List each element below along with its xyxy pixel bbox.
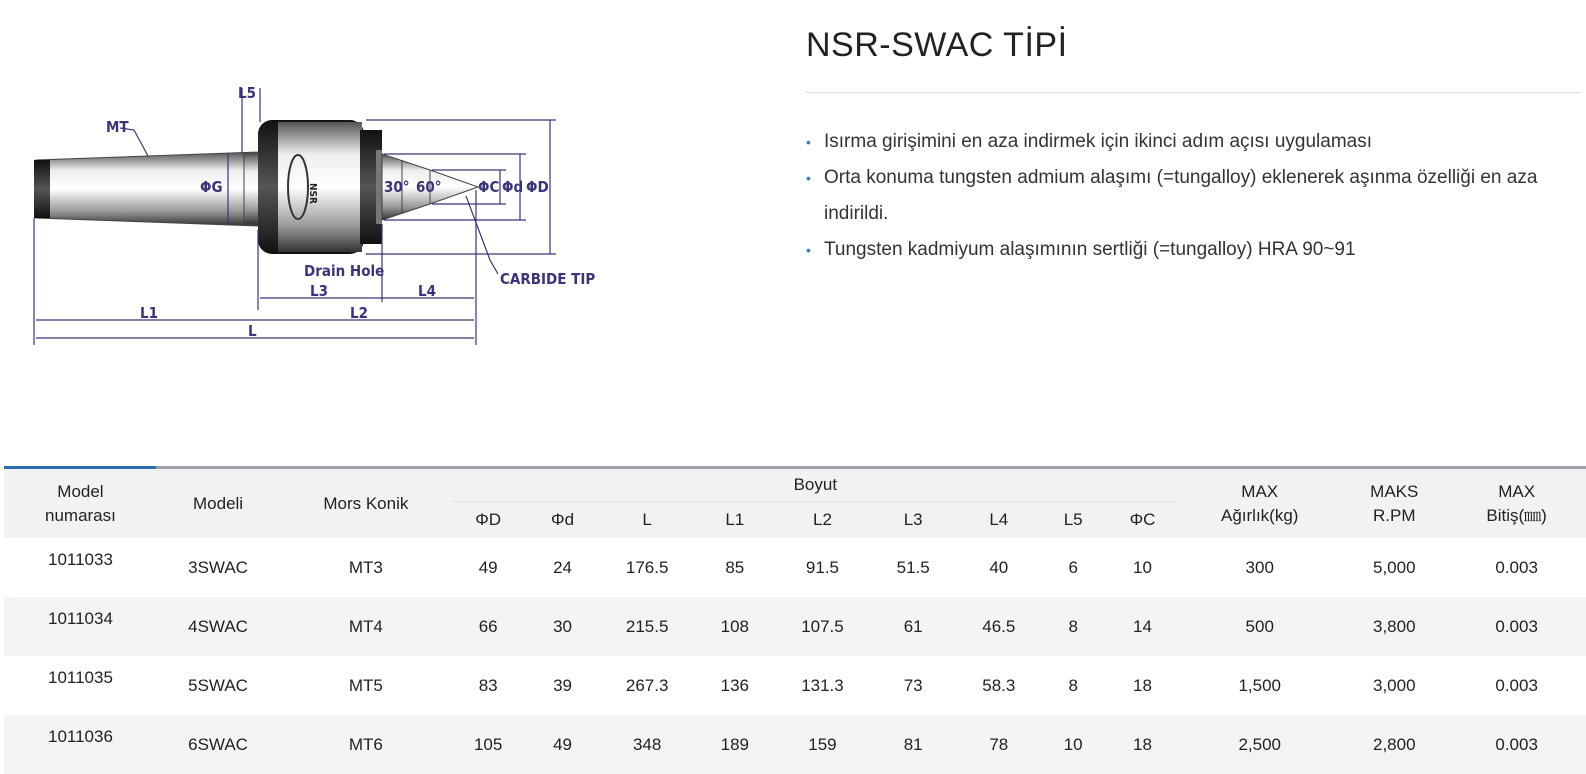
cell-max-rpm: 2,800 bbox=[1341, 715, 1447, 774]
cell-phi-d-big: 66 bbox=[452, 597, 523, 656]
cell-l5: 8 bbox=[1068, 675, 1078, 695]
taper-shank bbox=[36, 152, 260, 226]
cell-phi-d-small: 24 bbox=[553, 557, 573, 577]
label-l1: L1 bbox=[140, 304, 158, 322]
cell-phi-d-small: 39 bbox=[553, 675, 573, 695]
cell-max-finish: 0.003 bbox=[1495, 675, 1538, 695]
cell-l1: 108 bbox=[693, 597, 777, 656]
cell-phi-d-big: 83 bbox=[478, 675, 498, 695]
header-model: Modeli bbox=[157, 469, 279, 538]
label-mt: MT bbox=[106, 118, 129, 136]
feature-item bbox=[806, 232, 1586, 268]
cell-l1: 189 bbox=[693, 715, 777, 774]
header-dim-phi-d-big: ΦD bbox=[452, 502, 523, 539]
header-max-weight: MAX Ağırlık(kg) bbox=[1178, 469, 1341, 538]
header-model-no: Model numarası bbox=[4, 469, 157, 538]
shank-end bbox=[34, 160, 50, 218]
cell-l: 267.3 bbox=[625, 675, 669, 695]
cell-phi-d-small: 30 bbox=[524, 597, 601, 656]
table-row bbox=[4, 538, 1586, 597]
cell-l3: 51.5 bbox=[896, 557, 930, 577]
cell-phi-c: 18 bbox=[1107, 715, 1178, 774]
cell-phi-d-big: 49 bbox=[478, 557, 498, 577]
brand-label: NSR bbox=[307, 183, 318, 204]
cell-phi-c: 14 bbox=[1107, 597, 1178, 656]
label-l4: L4 bbox=[418, 282, 436, 300]
cell-model: 5SWAC bbox=[188, 675, 248, 695]
cell-max-finish: 0.003 bbox=[1495, 557, 1538, 577]
cell-l1: 136 bbox=[720, 675, 749, 695]
header-dim-l5: L5 bbox=[1040, 502, 1107, 539]
label-l: L bbox=[248, 322, 257, 340]
header-mors: Mors Konik bbox=[279, 469, 452, 538]
feature-text: Tungsten kadmiyum alaşımının sertliği (=tungalloy) HRA 90~91 bbox=[824, 239, 1356, 260]
cell-max-rpm: 5,000 bbox=[1372, 557, 1416, 577]
header-dim-phi-d-small: Φd bbox=[524, 502, 601, 539]
header-max-finish: MAX Bitiş(㎜) bbox=[1447, 469, 1586, 538]
cell-max-weight: 500 bbox=[1178, 597, 1341, 656]
cell-phi-d-big: 105 bbox=[452, 715, 523, 774]
cell-l4: 46.5 bbox=[958, 597, 1040, 656]
cell-max-finish: 0.003 bbox=[1447, 597, 1586, 656]
cell-phi-c: 10 bbox=[1133, 557, 1152, 577]
table-row bbox=[4, 715, 1586, 774]
header-dim-l4: L4 bbox=[958, 502, 1040, 539]
cell-mors: MT3 bbox=[348, 557, 383, 577]
cell-model-no: 1011034 bbox=[4, 597, 157, 656]
label-l2: L2 bbox=[350, 304, 368, 322]
cell-l2: 159 bbox=[777, 715, 869, 774]
cell-l2: 131.3 bbox=[801, 675, 844, 695]
cell-phi-d-small: 49 bbox=[524, 715, 601, 774]
cell-max-rpm: 3,800 bbox=[1341, 597, 1447, 656]
cell-l5: 6 bbox=[1068, 557, 1078, 577]
title-divider bbox=[806, 92, 1580, 93]
cell-max-rpm: 3,000 bbox=[1372, 675, 1416, 695]
page-title: NSR-SWAC TİPİ bbox=[806, 26, 1068, 64]
cell-l2: 107.5 bbox=[777, 597, 869, 656]
feature-item bbox=[806, 124, 1586, 160]
table-row bbox=[4, 656, 1586, 715]
cell-l4: 40 bbox=[989, 557, 1009, 577]
cell-model: 6SWAC bbox=[157, 715, 279, 774]
table-body bbox=[4, 538, 1586, 774]
label-carbide-tip: CARBIDE TIP bbox=[500, 270, 596, 288]
header-max-rpm: MAKS R.PM bbox=[1341, 469, 1447, 538]
cell-mors: MT4 bbox=[279, 597, 452, 656]
feature-text: Isırma girişimini en aza indirmek için ikinci adım açısı uygulaması bbox=[824, 131, 1373, 152]
feature-text: Orta konuma tungsten admium alaşımı (=tungalloy) eklenerek aşınma özelliği en aza indirildi. bbox=[824, 167, 1538, 224]
table-row bbox=[4, 597, 1586, 656]
cell-l: 215.5 bbox=[601, 597, 693, 656]
label-phi-d-big: ΦD bbox=[526, 178, 549, 196]
header-dim-l: L bbox=[601, 502, 693, 539]
cell-l5: 10 bbox=[1040, 715, 1107, 774]
label-angle60: 60° bbox=[416, 178, 442, 196]
label-l3: L3 bbox=[310, 282, 328, 300]
header-boyut: Boyut bbox=[452, 469, 1178, 502]
cell-model-no: 1011036 bbox=[4, 715, 157, 774]
header-dim-l2: L2 bbox=[777, 502, 869, 539]
cell-l2: 91.5 bbox=[805, 557, 839, 577]
cell-l: 176.5 bbox=[625, 557, 669, 577]
label-drain-hole: Drain Hole bbox=[304, 262, 385, 280]
spec-table bbox=[4, 469, 1586, 774]
cell-max-finish: 0.003 bbox=[1447, 715, 1586, 774]
feature-item bbox=[806, 160, 1586, 232]
header-dim-phi-c: ΦC bbox=[1107, 502, 1178, 539]
cell-l1: 85 bbox=[725, 557, 745, 577]
header-dim-l3: L3 bbox=[868, 502, 958, 539]
bullet-icon: • bbox=[806, 242, 811, 258]
cell-model: 3SWAC bbox=[188, 557, 248, 577]
feature-list bbox=[806, 124, 1586, 268]
cell-phi-c: 18 bbox=[1133, 675, 1152, 695]
cell-model-no: 1011035 bbox=[47, 668, 113, 687]
label-l5: L5 bbox=[238, 84, 256, 102]
cell-max-weight: 1,500 bbox=[1238, 675, 1281, 695]
technical-drawing bbox=[20, 70, 620, 370]
cell-max-weight: 300 bbox=[1245, 557, 1274, 577]
label-phi-g: ΦG bbox=[200, 178, 223, 196]
bullet-icon: • bbox=[806, 134, 811, 150]
label-phi-c: ΦC bbox=[478, 178, 500, 196]
cell-model-no: 1011033 bbox=[47, 550, 113, 569]
label-angle30: 30° bbox=[384, 178, 410, 196]
cell-max-weight: 2,500 bbox=[1178, 715, 1341, 774]
cell-l4: 78 bbox=[958, 715, 1040, 774]
cell-l3: 73 bbox=[903, 675, 923, 695]
cell-l: 348 bbox=[601, 715, 693, 774]
cell-l3: 61 bbox=[868, 597, 958, 656]
cell-l5: 8 bbox=[1040, 597, 1107, 656]
header-dim-l1: L1 bbox=[693, 502, 777, 539]
cell-mors: MT6 bbox=[279, 715, 452, 774]
label-phi-d-small: Φd bbox=[502, 178, 524, 196]
cell-mors: MT5 bbox=[348, 675, 383, 695]
cell-l4: 58.3 bbox=[982, 675, 1016, 695]
bullet-icon: • bbox=[806, 170, 811, 186]
cell-model: 4SWAC bbox=[157, 597, 279, 656]
cell-l3: 81 bbox=[868, 715, 958, 774]
